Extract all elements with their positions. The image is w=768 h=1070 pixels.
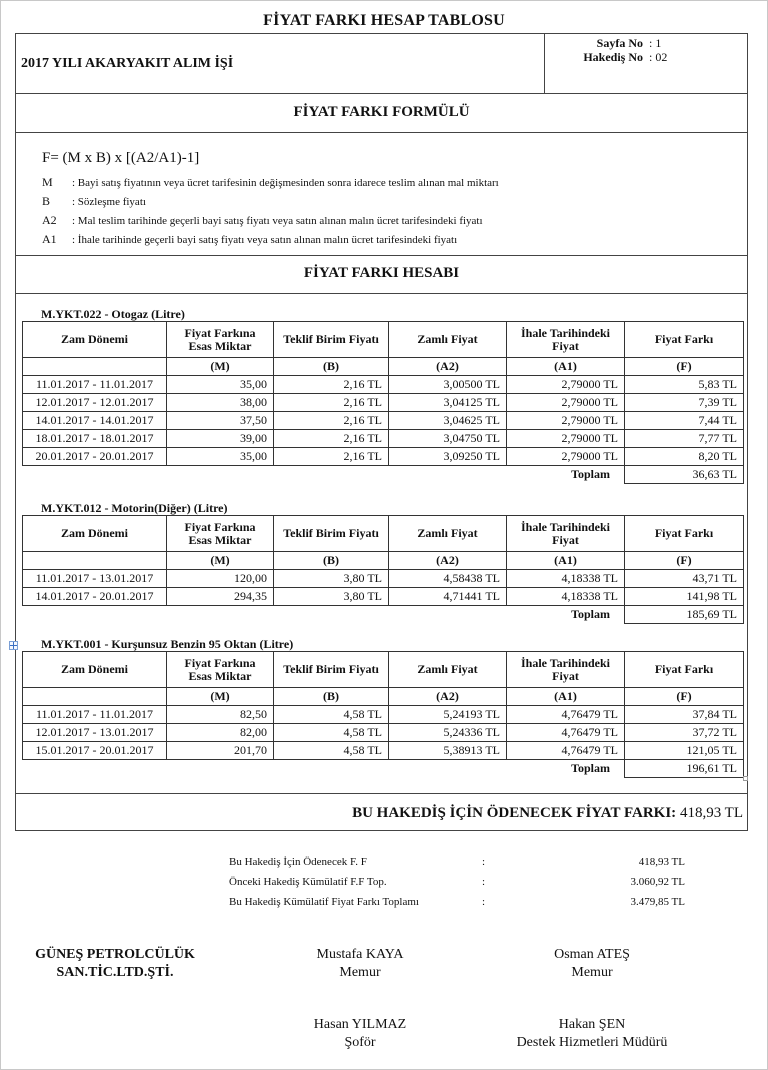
cell-a2: 3,09250 TL — [389, 448, 507, 466]
cell-f: 7,44 TL — [625, 412, 744, 430]
cell-period: 18.01.2017 - 18.01.2017 — [23, 430, 167, 448]
formula-section-title: FİYAT FARKI FORMÜLÜ — [293, 104, 470, 120]
col-unit-price: Teklif Birim Fiyatı — [274, 652, 389, 688]
total-value: 36,63 TL — [625, 466, 744, 484]
col-tender-line2: Fiyat — [552, 532, 579, 547]
cell-m: 294,35 — [167, 588, 274, 606]
sym-m: (M) — [167, 358, 274, 376]
cell-b: 2,16 TL — [274, 412, 389, 430]
calc-section-title: FİYAT FARKI HESABI — [303, 265, 460, 281]
table-symbol-row — [23, 688, 744, 706]
cell-a2: 3,04750 TL — [389, 430, 507, 448]
col-tender-price — [507, 322, 625, 358]
col-raised-price: Zamlı Fiyat — [389, 516, 507, 552]
cell-m: 39,00 — [167, 430, 274, 448]
legend-row — [42, 192, 499, 211]
cell-a1: 2,79000 TL — [507, 394, 625, 412]
legend-key: B — [42, 194, 51, 208]
cell-period: 12.01.2017 - 13.01.2017 — [23, 724, 167, 742]
cell-period: 14.01.2017 - 14.01.2017 — [23, 412, 167, 430]
col-qty-line1: Fiyat Farkına — [184, 519, 256, 534]
cell-m: 38,00 — [167, 394, 274, 412]
cell-a2: 3,04625 TL — [389, 412, 507, 430]
sym-a2: (A2) — [389, 552, 507, 570]
cell-m: 120,00 — [167, 570, 274, 588]
sym-empty — [23, 552, 167, 570]
sym-f: (F) — [625, 688, 744, 706]
formula-legend — [42, 173, 499, 249]
table-row — [23, 394, 744, 412]
meta-block — [545, 36, 748, 64]
legend-row — [42, 211, 499, 230]
cell-m: 37,50 — [167, 412, 274, 430]
legend-text: : İhale tarihinde geçerli bayi satış fiyatı veya satın alınan malın ücret tarifesindeki fiyatı — [72, 233, 458, 246]
legend-row — [42, 230, 499, 249]
legend-key: A1 — [42, 232, 57, 246]
cell-m: 35,00 — [167, 376, 274, 394]
cell-f: 7,77 TL — [625, 430, 744, 448]
table-move-handle-icon[interactable] — [9, 641, 18, 650]
signature-hakan-sen — [482, 1016, 702, 1052]
col-diff: Fiyat Farkı — [625, 516, 744, 552]
grand-total-label: BU HAKEDİŞ İÇİN ÖDENECEK FİYAT FARKI: — [352, 805, 677, 821]
sym-f: (F) — [625, 358, 744, 376]
col-tender-line2: Fiyat — [552, 338, 579, 353]
signature-hasan-yilmaz — [260, 1016, 460, 1052]
summary-row — [229, 892, 699, 912]
total-label: Toplam — [571, 761, 610, 776]
col-qty-line1: Fiyat Farkına — [184, 325, 256, 340]
summary-value: 3.479,85 TL — [630, 896, 685, 908]
col-qty — [167, 516, 274, 552]
table-total-row — [23, 760, 744, 778]
col-raised-price: Zamlı Fiyat — [389, 652, 507, 688]
table-symbol-row — [23, 358, 744, 376]
cell-a2: 5,24336 TL — [389, 724, 507, 742]
price-diff-table-benzin — [22, 651, 744, 778]
table-header-row — [23, 516, 744, 552]
col-raised-price: Zamlı Fiyat — [389, 322, 507, 358]
cell-f: 43,71 TL — [625, 570, 744, 588]
summary-row — [229, 872, 699, 892]
summary-row — [229, 852, 699, 872]
table-row — [23, 376, 744, 394]
legend-text: : Bayi satış fiyatının veya ücret tarifesinin değişmesinden sonra idarece teslim alınan mal miktarı — [72, 176, 499, 189]
table-total-row — [23, 606, 744, 624]
summary-value: 418,93 TL — [638, 856, 685, 868]
cell-period: 11.01.2017 - 11.01.2017 — [23, 706, 167, 724]
col-period: Zam Dönemi — [23, 516, 167, 552]
formula: F= (M x B) x [(A2/A1)-1] — [42, 150, 200, 166]
signature-company — [10, 946, 220, 982]
col-qty — [167, 322, 274, 358]
meta-label: Sayfa No — [596, 36, 643, 50]
cell-period: 11.01.2017 - 13.01.2017 — [23, 570, 167, 588]
cell-a2: 3,00500 TL — [389, 376, 507, 394]
meta-page-no — [545, 36, 748, 50]
cell-a1: 2,79000 TL — [507, 412, 625, 430]
meta-label: Hakediş No — [583, 50, 643, 64]
cell-b: 2,16 TL — [274, 376, 389, 394]
project-title: 2017 YILI AKARYAKIT ALIM İŞİ — [21, 56, 234, 71]
cell-period: 15.01.2017 - 20.01.2017 — [23, 742, 167, 760]
total-label: Toplam — [571, 607, 610, 622]
col-unit-price: Teklif Birim Fiyatı — [274, 516, 389, 552]
col-tender-price — [507, 516, 625, 552]
col-period: Zam Dönemi — [23, 322, 167, 358]
summary-label: Bu Hakediş İçin Ödenecek F. F — [229, 856, 367, 868]
cell-f: 37,72 TL — [625, 724, 744, 742]
legend-key: A2 — [42, 213, 57, 227]
total-value: 185,69 TL — [625, 606, 744, 624]
sym-a1: (A1) — [507, 688, 625, 706]
cell-f: 5,83 TL — [625, 376, 744, 394]
main-form-box — [15, 33, 748, 831]
cell-a1: 2,79000 TL — [507, 448, 625, 466]
col-period: Zam Dönemi — [23, 652, 167, 688]
table-header-row — [23, 322, 744, 358]
meta-value: : 02 — [649, 50, 668, 64]
company-name-line1: GÜNEŞ PETROLCÜLÜK — [35, 947, 195, 962]
grand-total — [352, 805, 743, 822]
sym-a2: (A2) — [389, 358, 507, 376]
signer-name: Hakan ŞEN — [558, 1017, 626, 1032]
cell-b: 2,16 TL — [274, 448, 389, 466]
cell-a1: 2,79000 TL — [507, 430, 625, 448]
summary-colon: : — [482, 876, 486, 888]
cell-b: 4,58 TL — [274, 742, 389, 760]
divider — [16, 255, 747, 256]
signer-title: Şoför — [344, 1035, 376, 1050]
table-total-row — [23, 466, 744, 484]
cell-a1: 2,79000 TL — [507, 376, 625, 394]
sym-b: (B) — [274, 552, 389, 570]
signer-name: Hasan YILMAZ — [313, 1017, 407, 1032]
col-tender-line1: İhale Tarihindeki — [520, 655, 611, 670]
cell-b: 2,16 TL — [274, 394, 389, 412]
sym-f: (F) — [625, 552, 744, 570]
cell-a1: 4,18338 TL — [507, 570, 625, 588]
cell-period: 11.01.2017 - 11.01.2017 — [23, 376, 167, 394]
cell-m: 82,50 — [167, 706, 274, 724]
cell-period: 12.01.2017 - 12.01.2017 — [23, 394, 167, 412]
cell-a1: 4,76479 TL — [507, 724, 625, 742]
summary-label: Bu Hakediş Kümülatif Fiyat Farkı Toplamı — [229, 896, 419, 908]
cell-a1: 4,18338 TL — [507, 588, 625, 606]
legend-text: : Sözleşme fiyatı — [72, 195, 146, 208]
summary-colon: : — [482, 856, 486, 868]
col-tender-price — [507, 652, 625, 688]
col-tender-line2: Fiyat — [552, 668, 579, 683]
sym-a1: (A1) — [507, 358, 625, 376]
table-row — [23, 448, 744, 466]
cell-b: 2,16 TL — [274, 430, 389, 448]
table-row — [23, 412, 744, 430]
col-unit-price: Teklif Birim Fiyatı — [274, 322, 389, 358]
col-tender-line1: İhale Tarihindeki — [520, 325, 611, 340]
signer-title: Destek Hizmetleri Müdürü — [516, 1035, 668, 1050]
cell-b: 4,58 TL — [274, 706, 389, 724]
signature-mustafa-kaya — [260, 946, 460, 982]
grand-total-value: 418,93 TL — [679, 805, 743, 821]
legend-key: M — [42, 175, 53, 189]
cell-a2: 5,24193 TL — [389, 706, 507, 724]
cell-period: 20.01.2017 - 20.01.2017 — [23, 448, 167, 466]
divider — [16, 132, 747, 133]
sym-b: (B) — [274, 358, 389, 376]
sym-a1: (A1) — [507, 552, 625, 570]
table-resize-handle-icon[interactable] — [743, 776, 748, 781]
col-qty-line2: Esas Miktar — [188, 668, 252, 683]
col-diff: Fiyat Farkı — [625, 322, 744, 358]
signature-osman-ates — [492, 946, 692, 982]
col-qty-line1: Fiyat Farkına — [184, 655, 256, 670]
cell-b: 4,58 TL — [274, 724, 389, 742]
table-symbol-row — [23, 552, 744, 570]
price-diff-table-motorin — [22, 515, 744, 624]
legend-text: : Mal teslim tarihinde geçerli bayi satış fiyatı veya satın alınan malın ücret tarifesindeki fiyatı — [72, 214, 483, 227]
sym-m: (M) — [167, 552, 274, 570]
table-header-row — [23, 652, 744, 688]
table-row — [23, 430, 744, 448]
summary-colon: : — [482, 896, 486, 908]
cell-period: 14.01.2017 - 20.01.2017 — [23, 588, 167, 606]
divider — [16, 793, 747, 794]
col-diff: Fiyat Farkı — [625, 652, 744, 688]
cell-a1: 4,76479 TL — [507, 742, 625, 760]
cell-b: 3,80 TL — [274, 570, 389, 588]
meta-hakedis-no — [545, 50, 748, 64]
cell-f: 7,39 TL — [625, 394, 744, 412]
sym-empty — [23, 688, 167, 706]
cell-a2: 3,04125 TL — [389, 394, 507, 412]
summary-block — [229, 852, 699, 912]
sym-a2: (A2) — [389, 688, 507, 706]
table-row — [23, 588, 744, 606]
summary-label: Önceki Hakediş Kümülatif F.F Top. — [229, 876, 387, 888]
summary-value: 3.060,92 TL — [630, 876, 685, 888]
divider — [16, 93, 747, 94]
table-caption-motorin: M.YKT.012 - Motorin(Diğer) (Litre) — [41, 501, 228, 515]
cell-f: 141,98 TL — [625, 588, 744, 606]
cell-a2: 4,58438 TL — [389, 570, 507, 588]
cell-a1: 4,76479 TL — [507, 706, 625, 724]
sym-m: (M) — [167, 688, 274, 706]
price-diff-table-otogaz — [22, 321, 744, 484]
table-row — [23, 706, 744, 724]
cell-f: 121,05 TL — [625, 742, 744, 760]
company-name-line2: SAN.TİC.LTD.ŞTİ. — [56, 965, 174, 980]
sym-empty — [23, 358, 167, 376]
col-qty-line2: Esas Miktar — [188, 532, 252, 547]
cell-b: 3,80 TL — [274, 588, 389, 606]
col-qty — [167, 652, 274, 688]
cell-a2: 4,71441 TL — [389, 588, 507, 606]
document-title: FİYAT FARKI HESAP TABLOSU — [263, 12, 505, 29]
cell-m: 35,00 — [167, 448, 274, 466]
cell-f: 37,84 TL — [625, 706, 744, 724]
total-value: 196,61 TL — [625, 760, 744, 778]
signer-name: Osman ATEŞ — [554, 947, 630, 962]
meta-value: : 1 — [649, 36, 662, 50]
cell-f: 8,20 TL — [625, 448, 744, 466]
cell-m: 82,00 — [167, 724, 274, 742]
col-qty-line2: Esas Miktar — [188, 338, 252, 353]
cell-m: 201,70 — [167, 742, 274, 760]
sym-b: (B) — [274, 688, 389, 706]
divider — [16, 293, 747, 294]
total-label: Toplam — [571, 467, 610, 482]
cell-a2: 5,38913 TL — [389, 742, 507, 760]
signer-title: Memur — [339, 965, 381, 980]
table-row — [23, 724, 744, 742]
signer-name: Mustafa KAYA — [316, 947, 404, 962]
legend-row — [42, 173, 499, 192]
table-caption-otogaz: M.YKT.022 - Otogaz (Litre) — [41, 307, 185, 321]
col-tender-line1: İhale Tarihindeki — [520, 519, 611, 534]
table-row — [23, 742, 744, 760]
table-row — [23, 570, 744, 588]
table-caption-benzin: M.YKT.001 - Kurşunsuz Benzin 95 Oktan (Litre) — [41, 637, 294, 651]
signer-title: Memur — [571, 965, 613, 980]
